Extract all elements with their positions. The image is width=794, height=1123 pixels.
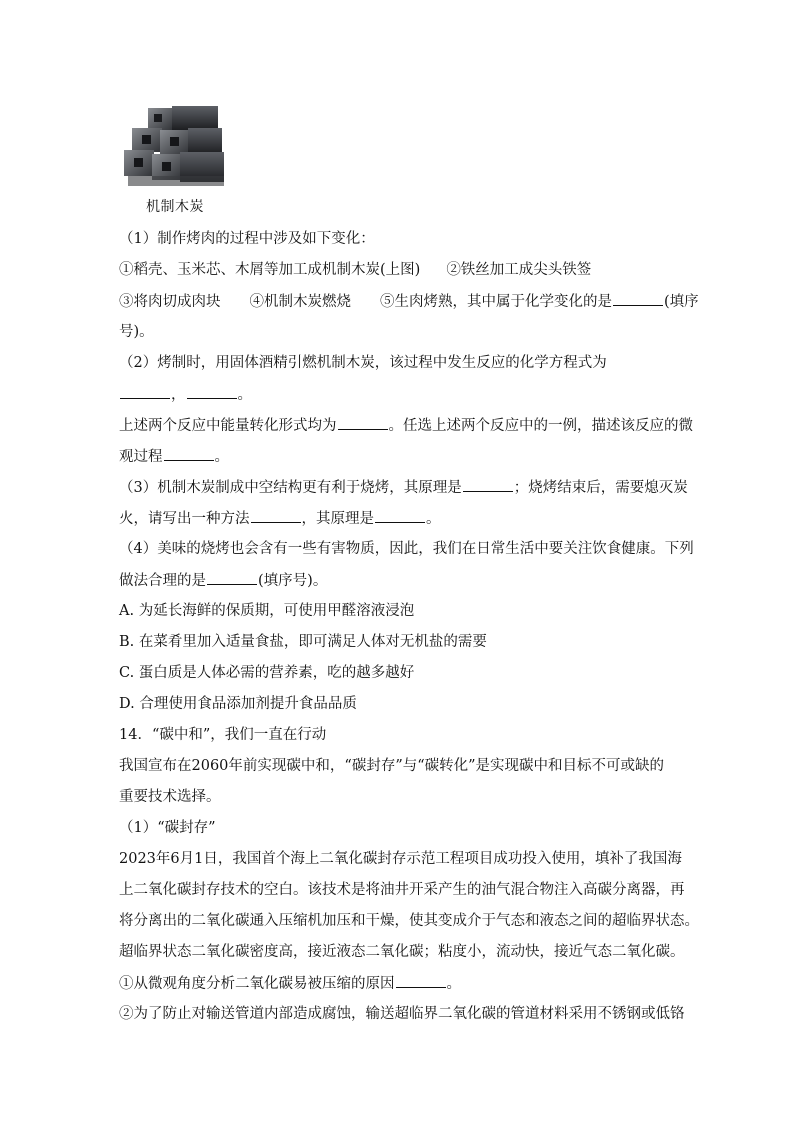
q13-part3-a-text: （3）机制木炭制成中空结构更有利于烧烤，其原理是: [119, 480, 462, 496]
q14-q1: [119, 973, 676, 994]
q13-part2-c-text: 上述两个反应中能量转化形式均为: [119, 418, 337, 434]
answer-blank[interactable]: [164, 446, 214, 461]
q13-part4-b: [119, 570, 676, 591]
answer-blank[interactable]: [120, 384, 170, 399]
q13-part1-title: （1）制作烤肉的过程中涉及如下变化：: [119, 231, 375, 247]
q14-q2: ②为了防止对输送管道内部造成腐蚀，输送超临界二氧化碳的管道材料采用不锈钢或低铬: [119, 1006, 685, 1022]
q14-intro-2: 重要技术选择。: [119, 789, 221, 805]
q13-part3-b-mid: ，其原理是: [301, 511, 374, 527]
q13-line3-end: (填序: [664, 294, 699, 310]
q13-part4-b-text: 做法合理的是: [119, 573, 206, 589]
period: 。: [214, 449, 229, 465]
q13-items-line: [119, 260, 676, 280]
period: 。: [426, 511, 441, 527]
option-a: A. 为延长海鲜的保质期，可使用甲醛溶液浸泡: [119, 603, 415, 619]
q13-part2-b: [119, 384, 676, 405]
charcoal-briquettes-image: [120, 102, 228, 192]
q13-line3: ③将肉切成肉块 ④机制木炭燃烧 ⑤生肉烤熟，其中属于化学变化的是: [119, 294, 612, 310]
separator: ，: [171, 387, 186, 403]
period: 。: [446, 976, 461, 992]
option-d: D. 合理使用食品添加剂提升食品品质: [119, 696, 357, 712]
q14-para-4: 超临界状态二氧化碳密度高，接近液态二氧化碳；粘度小，流动快，接近气态二氧化碳。: [119, 944, 685, 960]
q13-part2-c: [119, 415, 693, 436]
q14-q1-text: ①从微观角度分析二氧化碳易被压缩的原因: [119, 976, 395, 992]
answer-blank[interactable]: [375, 508, 425, 523]
q13-part4-a: （4）美味的烧烤也会含有一些有害物质，因此，我们在日常生活中要关注饮食健康。下列: [119, 541, 694, 557]
q14-title: 14．“碳中和”，我们一直在行动: [119, 727, 327, 743]
q14-para-3: 将分离出的二氧化碳通入压缩机加压和干燥，使其变成介于气态和液态之间的超临界状态。: [119, 913, 699, 929]
answer-blank[interactable]: [463, 477, 513, 492]
q13-part2-d: [119, 446, 676, 467]
q13-part3-a: [119, 477, 688, 498]
q14-para-1: 2023年6月1日，我国首个海上二氧化碳封存示范工程项目成功投入使用，填补了我国海: [119, 851, 682, 867]
answer-blank[interactable]: [338, 415, 388, 430]
period: 。: [237, 387, 252, 403]
q13-item2: ②铁丝加工成尖头铁签: [446, 262, 592, 278]
q13-line4: 号)。: [119, 324, 154, 340]
q14-part1-title: （1）“碳封存”: [119, 820, 216, 836]
figure-caption: 机制木炭: [146, 199, 204, 215]
answer-blank[interactable]: [187, 384, 237, 399]
q13-part2-d-text: 观过程: [119, 449, 163, 465]
answer-blank[interactable]: [613, 291, 663, 306]
option-c: C. 蛋白质是人体必需的营养素，吃的越多越好: [119, 665, 415, 681]
q13-part3-b-text: 火，请写出一种方法: [119, 511, 250, 527]
q13-part2-c-end: 。任选上述两个反应中的一例，描述该反应的微: [388, 418, 693, 434]
answer-blank[interactable]: [207, 570, 257, 585]
answer-blank[interactable]: [396, 973, 446, 988]
option-b: B. 在菜肴里加入适量食盐，即可满足人体对无机盐的需要: [119, 634, 487, 650]
q13-part3-b: [119, 508, 676, 529]
q13-part3-a-end: ；烧烤结束后，需要熄灭炭: [513, 480, 688, 496]
charcoal-figure: [120, 102, 230, 192]
q13-part4-b-end: (填序号)。: [258, 573, 328, 589]
q13-items-line2: [119, 291, 699, 312]
answer-blank[interactable]: [251, 508, 301, 523]
q13-part2-a: （2）烤制时，用固体酒精引燃机制木炭，该过程中发生反应的化学方程式为: [119, 355, 607, 371]
q14-para-2: 上二氧化碳封存技术的空白。该技术是将油井开采产生的油气混合物注入高碳分离器，再: [119, 882, 685, 898]
q14-intro-1: 我国宣布在2060年前实现碳中和，“碳封存”与“碳转化”是实现碳中和目标不可或缺的: [119, 758, 665, 774]
q13-item1: ①稻壳、玉米芯、木屑等加工成机制木炭(上图): [119, 262, 421, 278]
